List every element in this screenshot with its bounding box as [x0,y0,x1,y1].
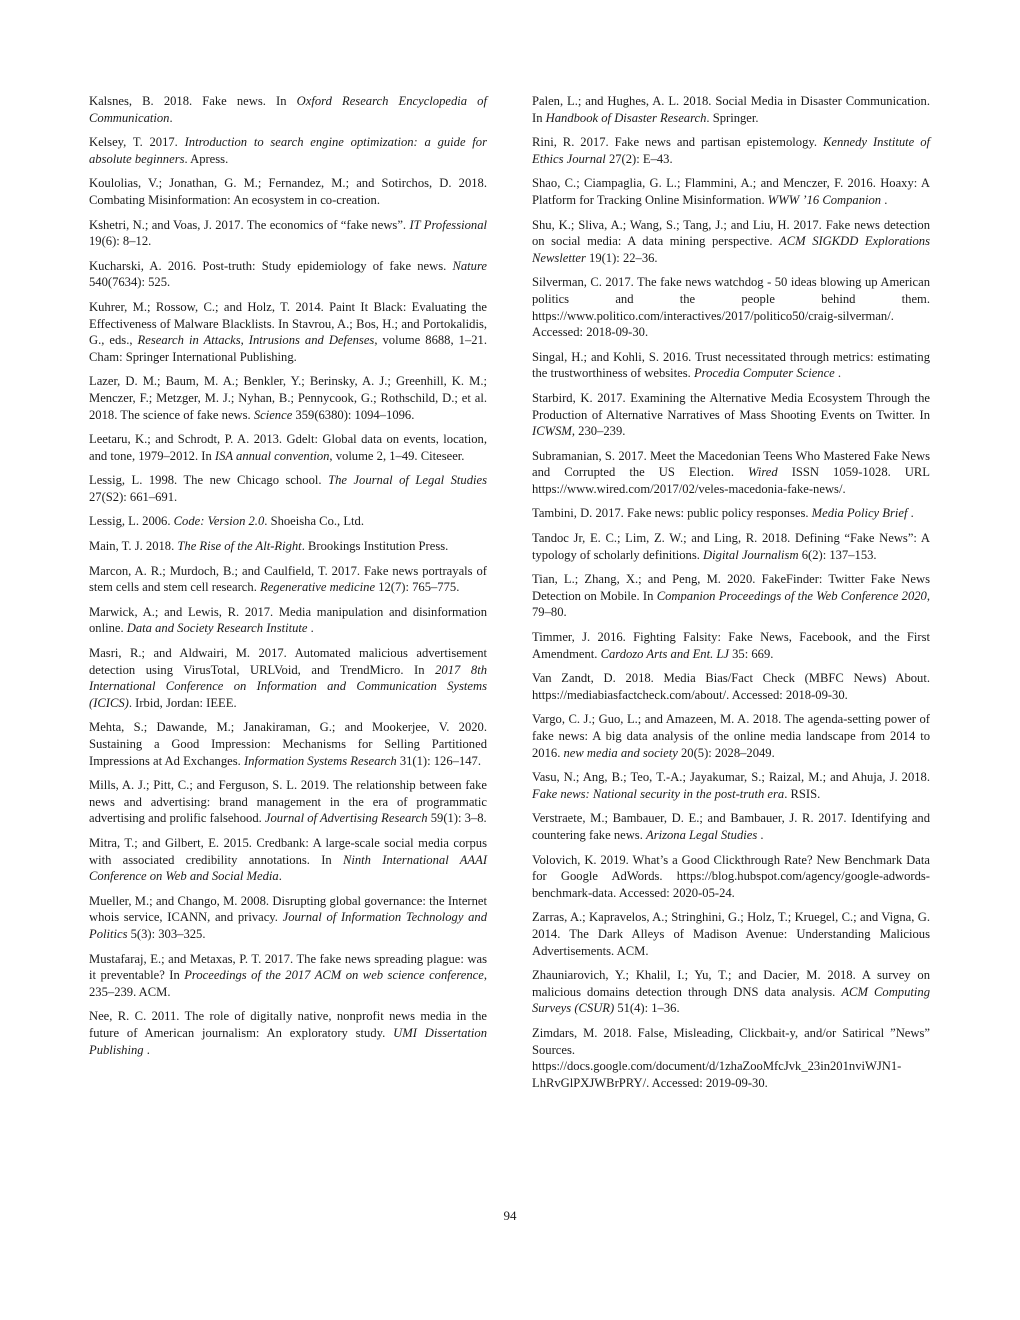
reference-venue: Proceedings of the 2017 ACM on web science conference [184,968,484,983]
reference-text: Shao, C.; Ciampaglia, G. L.; Flammini, A.; and Menczer, F. 2016. Hoaxy: A Platform for Tracking Online Misinformation. [532,176,930,207]
reference-text: Main, T. J. 2018. [89,539,178,554]
reference-entry [532,670,930,703]
reference-text: Palen, L.; and Hughes, A. L. 2018. Social Media in Disaster Communication. In [532,94,930,125]
reference-entry [89,431,487,464]
reference-entry [89,719,487,769]
reference-entry [89,472,487,505]
reference-entry [532,810,930,843]
reference-entry [89,1008,487,1058]
reference-entry [532,505,930,522]
reference-text: Kelsey, T. 2017. [89,135,185,150]
reference-text: Koulolias, V.; Jonathan, G. M.; Fernandez, M.; and Sotirchos, D. 2018. Combating Misinformation: An ecosystem in co-creation. [89,176,487,207]
reference-entry [89,835,487,885]
reference-text: Starbird, K. 2017. Examining the Alternative Media Ecosystem Through the Production of Alternative Narratives of Mass Shooting Events on Twitter. In [532,390,930,422]
reference-text: , 79–80. [532,588,930,620]
reference-entry [89,373,487,423]
reference-entry [89,777,487,827]
reference-text: Volovich, K. 2019. What’s a Good Clickthrough Rate? New Benchmark Data for Google AdWords. https://blog.hubspot.com/agency/google-adwords-benchmark-data. Accessed: 2020-05-24. [532,852,930,900]
reference-text: Subramanian, S. 2017. Meet the Macedonian Teens Who Mastered Fake News and Corrupted the US Election. [532,448,930,480]
reference-venue: Wired [748,465,778,480]
reference-venue: Fake news: National security in the post-truth era [532,786,785,801]
reference-text: 59(1): 3–8. [427,811,487,826]
reference-venue: ACM Computing Surveys (CSUR) [532,984,930,1016]
reference-text: Silverman, C. 2017. The fake news watchdog - 50 ideas blowing up American politics and the people behind them. https://www.politico.com/interactives/2017/politico50/craig-silverman/. Accessed: 2018-09-30. [532,275,930,340]
reference-text: Vargo, C. J.; Guo, L.; and Amazeen, M. A. 2018. The agenda-setting power of fake news: A big data analysis of the online media landscape from 2014 to 2016. [532,712,930,760]
reference-entry [532,448,930,498]
reference-text: Shu, K.; Sliva, A.; Wang, S.; Tang, J.; and Liu, H. 2017. Fake news detection on social media: A data mining perspective. [532,217,930,249]
reference-text: Vasu, N.; Ang, B.; Teo, T.-A.; Jayakumar, S.; Raizal, M.; and Ahuja, J. 2018. [532,770,930,785]
reference-text: Mills, A. J.; Pitt, C.; and Ferguson, S. L. 2019. The relationship between fake news and advertising: brand management in the era of programmatic advertising and prolific falsehood. [89,778,487,826]
reference-text: Tambini, D. 2017. Fake news: public policy responses. [532,506,812,521]
reference-text: . Springer. [706,110,759,125]
reference-entry [89,563,487,596]
reference-venue: WWW ’16 Companion [767,192,882,207]
reference-entry [89,258,487,291]
reference-text: Timmer, J. 2016. Fighting Falsity: Fake News, Facebook, and the First Amendment. [532,630,930,661]
reference-venue: Companion Proceedings of the Web Conference 2020 [656,588,927,603]
page-number: 94 [503,1208,517,1223]
reference-text: Tian, L.; Zhang, X.; and Peng, M. 2020. FakeFinder: Twitter Fake News Detection on Mobile. In [532,572,930,603]
reference-text: Verstraete, M.; Bambauer, D. E.; and Bambauer, J. R. 2017. Identifying and countering fake news. [532,811,930,842]
reference-text: . [834,366,842,381]
reference-venue: 2017 8th International Conference on Information and Communication Systems (ICICS) [89,662,487,710]
reference-venue: ISA annual convention [214,448,330,463]
reference-venue: Ninth International AAAI Conference on Web and Social Media [89,852,488,884]
reference-text: 6(2): 137–153. [798,547,877,562]
reference-venue: Procedia Computer Science [693,366,835,381]
reference-entry [89,893,487,943]
reference-text: . Shoeisha Co., Ltd. [264,514,364,529]
reference-venue: Regenerative medicine [260,580,376,595]
reference-entry [532,571,930,621]
reference-entry [532,530,930,563]
references-left-column [89,93,487,1066]
reference-text: Rini, R. 2017. Fake news and partisan epistemology. [532,135,823,150]
reference-text: . Apress. [184,151,229,166]
reference-text: Van Zandt, D. 2018. Media Bias/Fact Check (MBFC News) About. https://mediabiasfactcheck.com/about/. Accessed: 2018-09-30. [532,671,930,702]
reference-venue: Journal of Advertising Research [264,811,428,826]
reference-text: . [169,110,173,125]
reference-venue: Media Policy Brief [811,506,908,521]
reference-text: . [143,1042,150,1057]
reference-text: . [881,192,888,207]
reference-entry [89,299,487,365]
reference-text: Lazer, D. M.; Baum, M. A.; Benkler, Y.; Berinsky, A. J.; Greenhill, K. M.; Menczer, F.; Metzger, M. J.; Nyhan, B.; Pennycook, G.; Rothschild, D.; et al. 2018. The science of fake news. [89,374,487,422]
reference-venue: new media and society [563,745,678,760]
reference-entry [89,538,487,555]
reference-venue: The Rise of the Alt-Right [177,539,302,554]
reference-venue: Journal of Information Technology and Politics [89,910,487,941]
reference-text: Zimdars, M. 2018. False, Misleading, Clickbait-y, and/or Satirical ”News” Sources. https://docs.google.com/document/d/1zhaZooMfcJvk_23in201nviWJN1-LhRvGlPXJWBrPRY/. Accessed: 2019-09-30. [532,1025,930,1090]
reference-entry [89,951,487,1001]
reference-text: . RSIS. [784,786,821,801]
reference-entry [89,645,487,711]
reference-venue: Information Systems Research [243,753,397,768]
reference-text: Kshetri, N.; and Voas, J. 2017. The economics of “fake news”. [89,217,410,232]
reference-venue: Handbook of Disaster Research [545,110,707,125]
reference-venue: IT Professional [409,217,487,232]
reference-venue: Code: Version 2.0 [173,514,265,529]
reference-entry [89,217,487,250]
reference-text: Mehta, S.; Dawande, M.; Janakiraman, G.; and Mookerjee, V. 2020. Sustaining a Good Impression: Mechanisms for Selling Partitioned Impressions at Ad Exchanges. [89,720,487,768]
reference-text: , 235–239. ACM. [89,968,487,999]
reference-text: 12(7): 765–775. [375,580,460,595]
reference-text: , volume 8688, 1–21. Cham: Springer International Publishing. [89,333,487,364]
reference-text: Kuhrer, M.; Rossow, C.; and Holz, T. 2014. Paint It Black: Evaluating the Effectiveness of Malware Blacklists. In Stavrou, A.; Bos, H.; and Portokalidis, G., eds., [89,299,487,348]
reference-text: 51(4): 1–36. [614,1001,680,1016]
reference-venue: Nature [452,258,487,273]
reference-venue: Arizona Legal Studies [646,827,758,842]
reference-text: 540(7634): 525. [89,275,171,290]
reference-text: Mustafaraj, E.; and Metaxas, P. T. 2017. The fake news spreading plague: was it preventable? In [89,951,487,983]
reference-entry [532,175,930,208]
reference-text: Lessig, L. 1998. The new Chicago school. [89,473,329,488]
reference-venue: The Journal of Legal Studies [328,473,488,488]
reference-text: 5(3): 303–325. [127,926,206,941]
reference-text: , volume 2, 1–49. Citeseer. [329,448,465,463]
reference-venue: UMI Dissertation Publishing [89,1025,487,1057]
reference-text: Lessig, L. 2006. [89,514,174,529]
reference-text: 19(1): 22–36. [585,250,658,265]
reference-entry [532,217,930,267]
reference-text: Leetaru, K.; and Schrodt, P. A. 2013. Gdelt: Global data on events, location, and tone, 1979–2012. In [89,432,487,463]
reference-entry [532,769,930,802]
reference-entry [532,909,930,959]
reference-text: 20(5): 2028–2049. [677,745,775,760]
reference-venue: Introduction to search engine optimization: a guide for absolute beginners [89,135,487,166]
reference-entry [89,93,487,126]
reference-text: . [307,621,314,636]
reference-entry [89,134,487,167]
reference-entry [532,629,930,662]
reference-venue: Science [253,407,293,422]
reference-text: Mitra, T.; and Gilbert, E. 2015. Credbank: A large-scale social media corpus with associated credibility annotations. In [89,835,487,867]
reference-venue: Kennedy Institute of Ethics Journal [532,135,930,166]
reference-entry [89,175,487,208]
reference-entry [532,93,930,126]
reference-text: . [278,869,282,884]
reference-text: ISSN 1059-1028. URL https://www.wired.com/2017/02/veles-macedonia-fake-news/. [532,465,930,496]
reference-venue: Cardozo Arts and Ent. LJ [600,646,729,661]
reference-venue: Oxford Research Encyclopedia of Communication [89,94,487,125]
reference-text: Kucharski, A. 2016. Post-truth: Study epidemiology of fake news. [89,258,453,273]
reference-venue: ICWSM [532,424,572,439]
reference-text: 27(2): E–43. [605,151,673,166]
reference-entry [532,967,930,1017]
reference-venue: Data and Society Research Institute [126,621,308,636]
reference-entry [532,134,930,167]
reference-entry [532,1025,930,1091]
reference-text: Nee, R. C. 2011. The role of digitally native, nonprofit news media in the future of American journalism: An exploratory study. [89,1009,487,1040]
reference-text: 31(1): 126–147. [396,753,481,768]
references-right-column [532,93,930,1099]
reference-text: Zarras, A.; Kapravelos, A.; Stringhini, G.; Holz, T.; Kruegel, C.; and Vigna, G. 2014. The Dark Alleys of Madison Avenue: Understanding Malicious Advertisements. ACM. [532,910,930,958]
reference-text: Masri, R.; and Aldwairi, M. 2017. Automated malicious advertisement detection using VirusTotal, URLVoid, and TrendMicro. In [89,646,487,677]
reference-entry [532,852,930,902]
reference-text: 35: 669. [728,646,774,661]
reference-text: Tandoc Jr, E. C.; Lim, Z. W.; and Ling, R. 2018. Defining “Fake News”: A typology of scholarly definitions. [532,531,930,562]
reference-text: Mueller, M.; and Chango, M. 2008. Disrupting global governance: the Internet whois service, ICANN, and privacy. [89,893,487,925]
reference-text: . Irbid, Jordan: IEEE. [128,695,237,710]
reference-text: 27(S2): 661–691. [89,489,178,504]
reference-text: Marcon, A. R.; Murdoch, B.; and Caulfield, T. 2017. Fake news portrayals of stem cells and stem cell research. [89,563,487,595]
reference-text: , 230–239. [571,424,626,439]
reference-text: 19(6): 8–12. [89,234,152,249]
reference-entry [89,513,487,530]
reference-text: . [757,827,764,842]
reference-text: Zhauniarovich, Y.; Khalil, I.; Yu, T.; and Dacier, M. 2018. A survey on malicious domains detection through DNS data analysis. [532,968,930,999]
reference-entry [532,349,930,382]
reference-text: Singal, H.; and Kohli, S. 2016. Trust necessitated through metrics: estimating the trustworthiness of websites. [532,349,930,381]
reference-entry [89,604,487,637]
reference-entry [532,274,930,340]
reference-text: . [907,506,914,521]
reference-venue: Research in Attacks, Intrusions and Defenses [137,333,375,348]
reference-venue: ACM SIGKDD Explorations Newsletter [532,234,930,265]
reference-venue: Digital Journalism [703,547,799,562]
reference-text: . Brookings Institution Press. [301,539,449,554]
reference-text: 359(6380): 1094–1096. [292,407,415,422]
reference-text: Kalsnes, B. 2018. Fake news. In [89,94,297,108]
reference-text: Marwick, A.; and Lewis, R. 2017. Media manipulation and disinformation online. [89,604,487,636]
reference-entry [532,711,930,761]
reference-entry [532,390,930,440]
